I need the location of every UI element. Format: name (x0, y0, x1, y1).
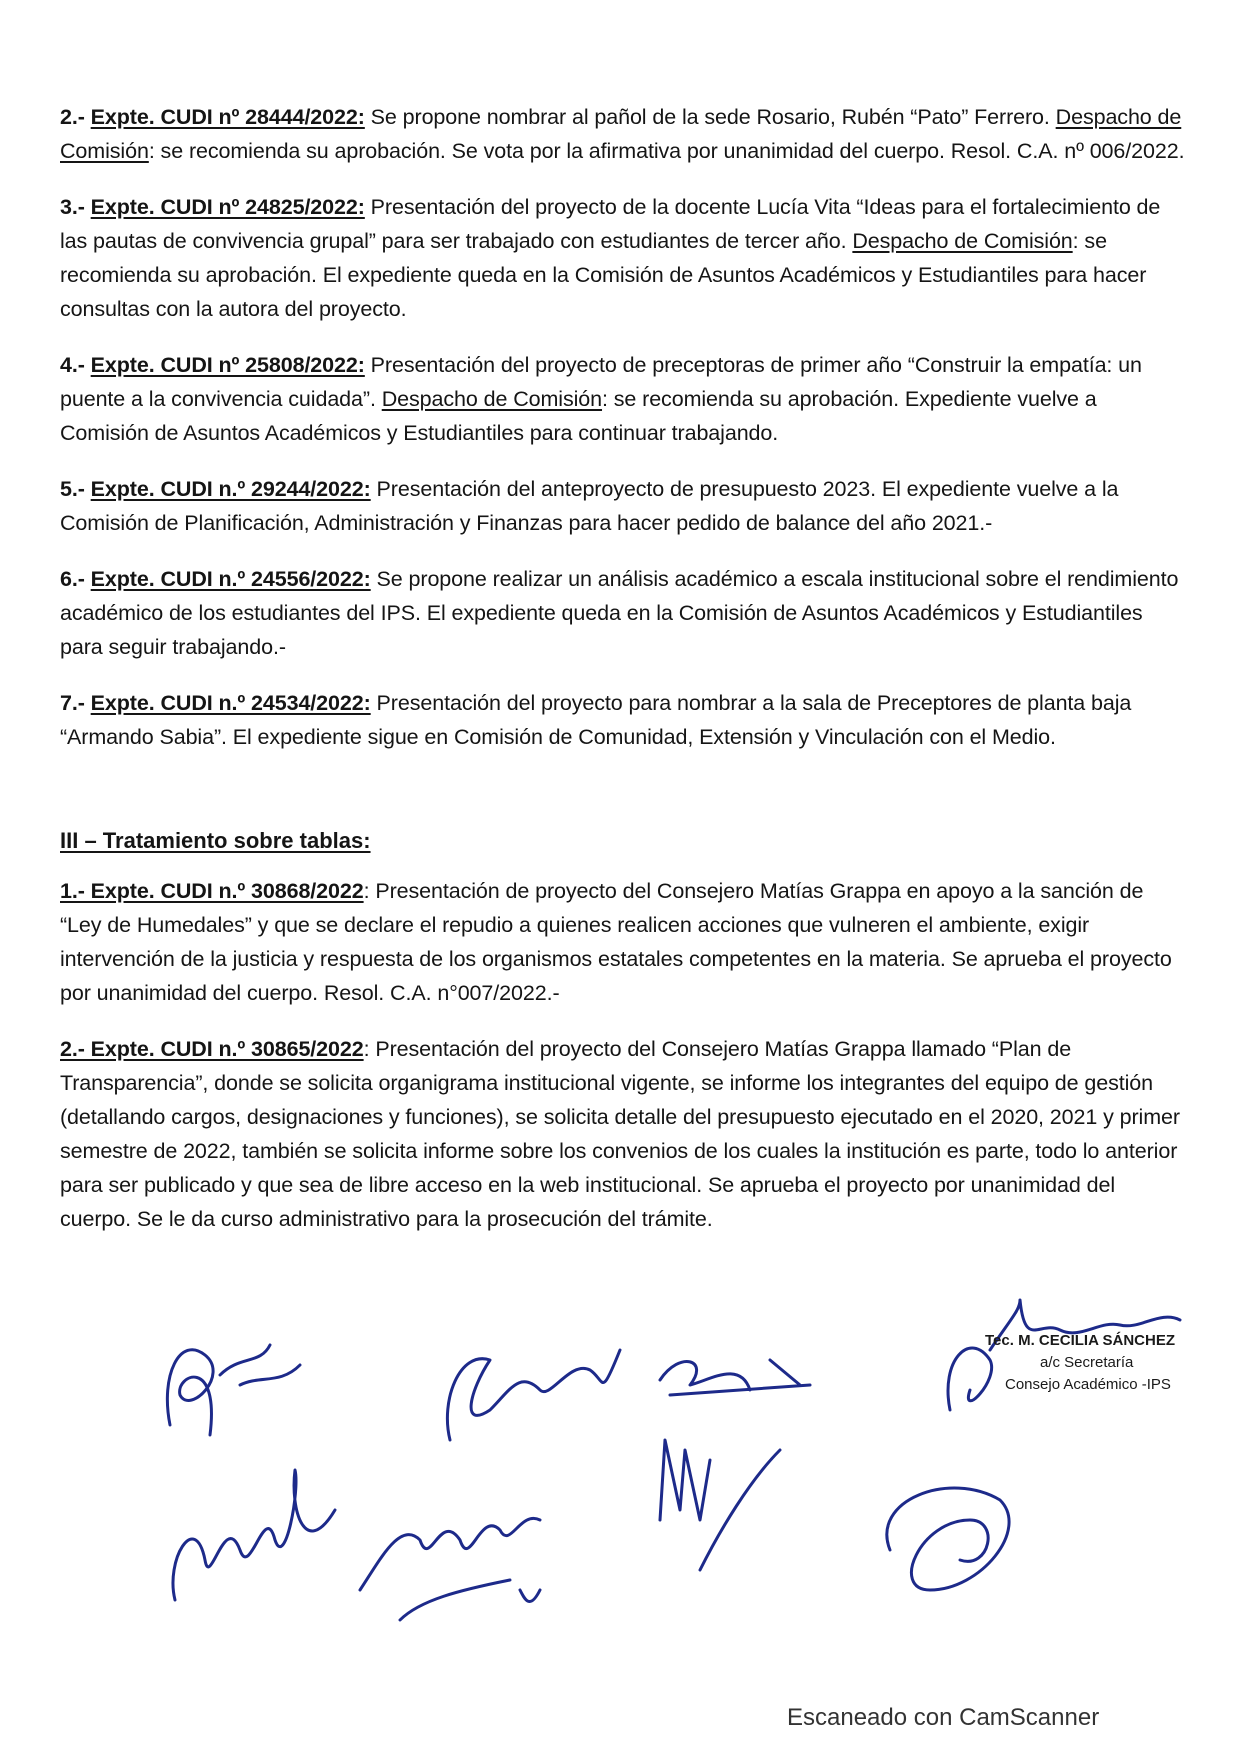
item-text: Presentación del proyecto de preceptoras de primer año “Construir la empatía: un puente a la convivencia cuidada”. (60, 353, 1142, 411)
item-7 (60, 686, 1190, 754)
signature-1 (150, 1315, 320, 1465)
item-text: Presentación del anteproyecto de presupuesto 2023. El expediente vuelve a la Comisión de Planificación, Administración y Finanzas para hacer pedido de balance del año 2021.- (60, 477, 1119, 535)
signature-5 (340, 1480, 560, 1630)
item-text: Se propone nombrar al pañol de la sede Rosario, Rubén “Pato” Ferrero. (364, 105, 1056, 129)
stamp-role: a/c Secretaría (1040, 1354, 1134, 1371)
expediente-ref: 2.- Expte. CUDI n.º 30865/2022 (60, 1037, 364, 1061)
expediente-ref: Expte. CUDI n.º 24534/2022: (90, 691, 371, 715)
signature-2 (155, 1450, 355, 1630)
section-title: III – Tratamiento sobre tablas: (60, 828, 371, 853)
item-text: : Presentación del proyecto del Consejero Matías Grappa llamado “Plan de Transparencia”, donde se solicita organigrama institucional vigente, se informe los integrantes del equipo de gestión (detallando cargos, designaciones y funciones), se solicita detalle del presupuesto ejecutado en el 2020, 2021 y primer semestre de 2022, también se solicita informe sobre los convenios de los cuales la institución es parte, todo lo anterior para ser publicado y que sea de libre acceso en la web institucional. Se aprueba el proyecto por unanimidad del cuerpo. Se le da curso administrativo para la prosecución del trámite. (60, 1037, 1180, 1231)
item-3 (60, 190, 1190, 326)
stamp-office: Consejo Académico -IPS (1005, 1376, 1171, 1393)
expediente-ref: Expte. CUDI n.º 29244/2022: (90, 477, 371, 501)
expediente-ref: 1.- Expte. CUDI n.º 30868/2022 (60, 879, 364, 903)
scanner-watermark: Escaneado con CamScanner (787, 1704, 1100, 1731)
despacho-label: Despacho de Comisión (60, 105, 1182, 163)
item-number: 5.- (60, 477, 85, 501)
item-5 (60, 472, 1190, 540)
item-text: Presentación del proyecto de la docente Lucía Vita “Ideas para el fortalecimiento de las pautas de convivencia grupal” para ser trabajado con estudiantes de tercer año. (60, 195, 1161, 253)
expediente-ref: Expte. CUDI n.º 24556/2022: (90, 567, 371, 591)
document-body (60, 100, 1190, 1258)
expediente-ref: Expte. CUDI nº 25808/2022: (90, 353, 365, 377)
despacho-label: Despacho de Comisión (381, 387, 603, 411)
expediente-ref: Expte. CUDI nº 28444/2022: (90, 105, 365, 129)
item-text-tail: : se recomienda su aprobación. Expediente vuelve a Comisión de Asuntos Académicos y Estudiantiles para continuar trabajando. (60, 387, 1097, 445)
item-number: 4.- (60, 353, 85, 377)
tablas-item-2 (60, 1032, 1190, 1236)
item-4 (60, 348, 1190, 450)
item-text-tail: : se recomienda su aprobación. El expediente queda en la Comisión de Asuntos Académicos y Estudiantiles para hacer consultas con la autora del proyecto. (60, 229, 1147, 321)
signature-3 (430, 1330, 630, 1460)
signature-7 (860, 1460, 1040, 1610)
item-number: 2.- (60, 105, 85, 129)
tablas-item-1 (60, 874, 1190, 1010)
signature-6 (640, 1420, 790, 1580)
signature-4 (650, 1340, 820, 1420)
item-number: 6.- (60, 567, 85, 591)
item-text: : Presentación de proyecto del Consejero Matías Grappa en apoyo a la sanción de “Ley de Humedales” y que se declare el repudio a quienes realicen acciones que vulneren el ambiente, exigir intervención de la justicia y respuesta de los organismos estatales competentes en la materia. Se aprueba el proyecto por unanimidad del cuerpo. Resol. C.A. n°007/2022.- (60, 879, 1172, 1005)
item-text-tail: : se recomienda su aprobación. Se vota por la afirmativa por unanimidad del cuerpo. Resol. C.A. nº 006/2022. (148, 139, 1185, 163)
item-text: Presentación del proyecto para nombrar a la sala de Preceptores de planta baja “Armando Sabia”. El expediente sigue en Comisión de Comunidad, Extensión y Vinculación con el Medio. (60, 691, 1132, 749)
expediente-ref: Expte. CUDI nº 24825/2022: (90, 195, 365, 219)
secretary-stamp (985, 1330, 1235, 1396)
despacho-label: Despacho de Comisión (852, 229, 1073, 253)
item-6 (60, 562, 1190, 664)
item-number: 7.- (60, 691, 85, 715)
stamp-name: Tec. M. CECILIA SÁNCHEZ (985, 1332, 1176, 1349)
item-text: Se propone realizar un análisis académico a escala institucional sobre el rendimiento académico de los estudiantes del IPS. El expediente queda en la Comisión de Asuntos Académicos y Estudiantiles para seguir trabajando.- (60, 567, 1179, 659)
item-2 (60, 100, 1190, 168)
item-number: 3.- (60, 195, 85, 219)
